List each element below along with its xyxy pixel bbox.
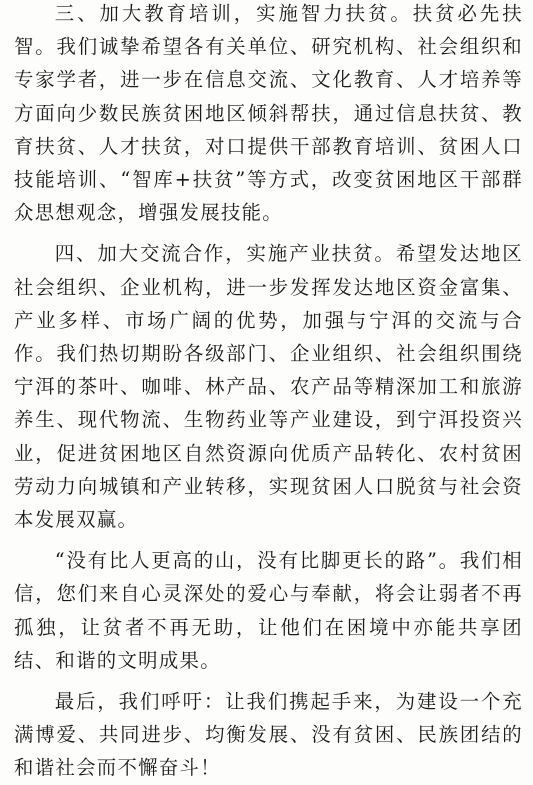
- paragraph-closing-appeal: 最后，我们呼吁：让我们携起手来，为建设一个充满博爱、共同进步、均衡发展、没有贫困、民族团结的和谐社会而不懈奋斗！: [14, 690, 523, 780]
- paragraph-education-poverty-alleviation: 三、加大教育培训，实施智力扶贫。扶贫必先扶智。我们诚挚希望各有关单位、研究机构、社会组织和专家学者，进一步在信息交流、文化教育、人才培养等方面向少数民族贫困地区倾斜帮扶，通过信息扶贫、教育扶贫、人才扶贫，对口提供干部教育培训、贫困人口技能培训、“智库+扶贫”等方式，改变贫困地区干部群众思想观念，增强发展技能。: [14, 2, 523, 225]
- paragraph-quote-belief: “没有比人更高的山，没有比脚更长的路”。我们相信，您们来自心灵深处的爱心与奉献，将会让弱者不再孤独，让贫者不再无助，让他们在困境中亦能共享团结、和谐的文明成果。: [14, 549, 523, 672]
- paragraph-industry-poverty-alleviation: 四、加大交流合作，实施产业扶贫。希望发达地区社会组织、企业机构，进一步发挥发达地区资金富集、产业多样、市场广阔的优势，加强与宁洱的交流与合作。我们热切期盼各级部门、企业组织、社会组织围绕宁洱的茶叶、咖啡、林产品、农产品等精深加工和旅游养生、现代物流、生物药业等产业建设，到宁洱投资兴业，促进贫困地区自然资源向优质产品转化、农村贫困劳动力向城镇和产业转移，实现贫困人口脱贫与社会资本发展双赢。: [14, 242, 523, 532]
